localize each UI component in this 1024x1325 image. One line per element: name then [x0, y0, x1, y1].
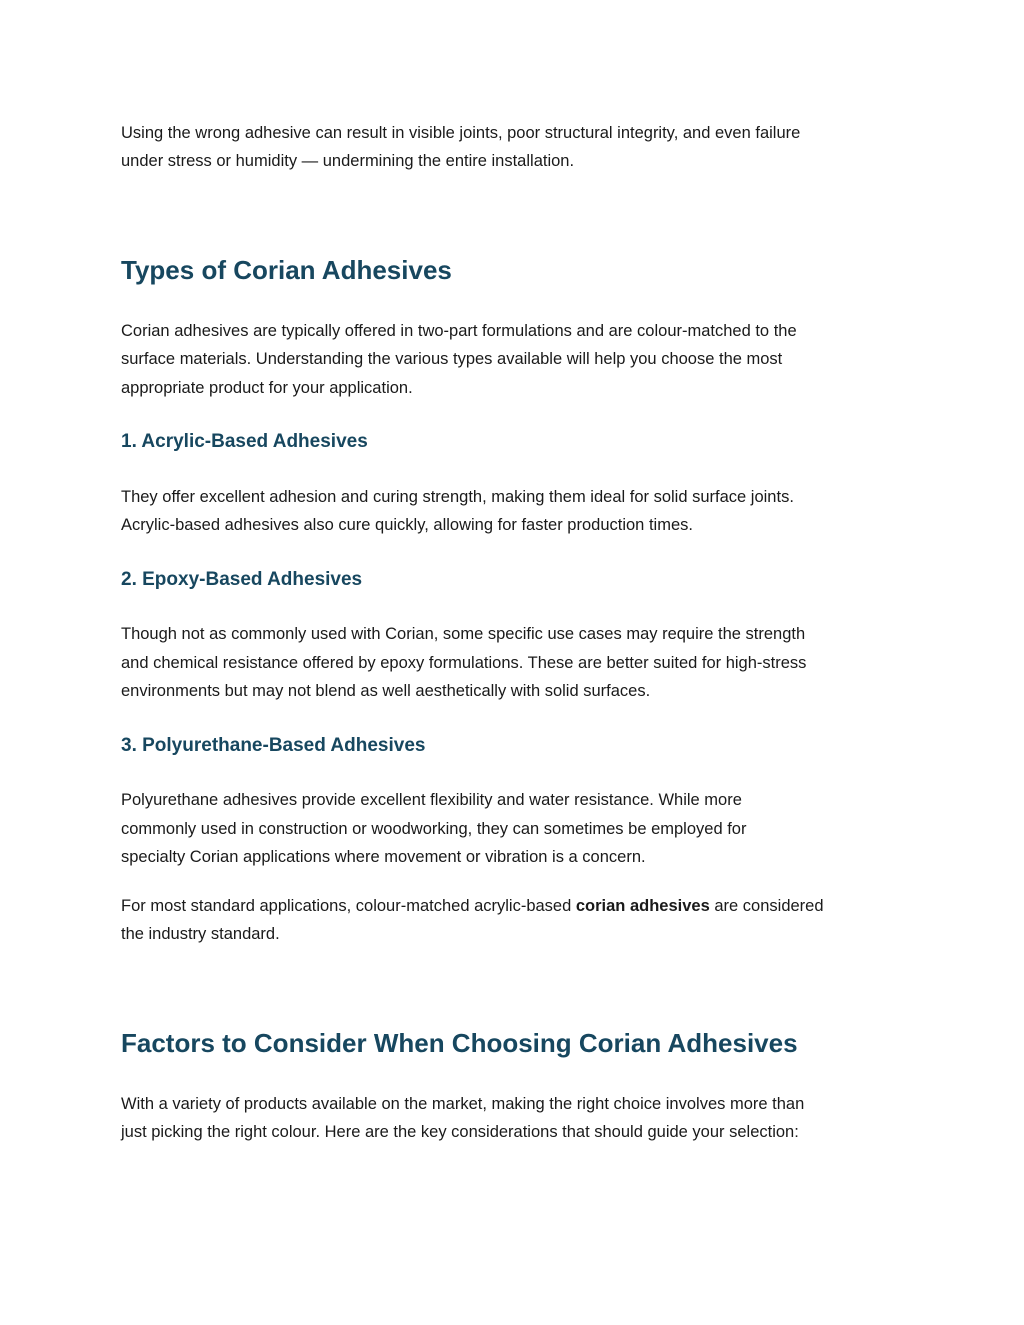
subheading-epoxy: 2. Epoxy-Based Adhesives — [121, 569, 363, 590]
text-line: under stress or humidity — undermining the entire installation. — [121, 152, 575, 170]
subheading-acrylic: 1. Acrylic-Based Adhesives — [121, 431, 368, 452]
text-line: Acrylic-based adhesives also cure quickly, allowing for faster production times. — [121, 516, 693, 534]
text-line — [121, 892, 824, 920]
text-line: and chemical resistance offered by epoxy formulations. These are better suited for high-stress — [121, 654, 807, 672]
subheading-polyurethane: 3. Polyurethane-Based Adhesives — [121, 735, 426, 756]
section-heading-types: Types of Corian Adhesives — [121, 255, 452, 285]
text-line: Using the wrong adhesive can result in visible joints, poor structural integrity, and even failure — [121, 124, 801, 142]
section-heading-factors: Factors to Consider When Choosing Corian Adhesives — [121, 1028, 798, 1058]
text-line: Though not as commonly used with Corian, some specific use cases may require the strength — [121, 625, 806, 643]
text-line: the industry standard. — [121, 925, 280, 943]
text-line: commonly used in construction or woodworking, they can sometimes be employed for — [121, 820, 747, 838]
text-line: appropriate product for your application. — [121, 379, 413, 397]
text-line: Polyurethane adhesives provide excellent flexibility and water resistance. While more — [121, 791, 742, 809]
text-line: surface materials. Understanding the various types available will help you choose the most — [121, 350, 783, 368]
text-line: They offer excellent adhesion and curing strength, making them ideal for solid surface joints. — [121, 488, 794, 506]
text-line: specialty Corian applications where movement or vibration is a concern. — [121, 848, 646, 866]
text-segment: are considered — [709, 897, 824, 915]
text-line: environments but may not blend as well aesthetically with solid surfaces. — [121, 682, 651, 700]
bold-keyword: corian adhesives — [575, 897, 710, 915]
text-line: Corian adhesives are typically offered in two-part formulations and are colour-matched to the — [121, 322, 797, 340]
text-segment: For most standard applications, colour-matched acrylic-based — [121, 897, 576, 915]
text-line: With a variety of products available on the market, making the right choice involves more than — [121, 1095, 805, 1113]
text-line: just picking the right colour. Here are the key considerations that should guide your selection: — [121, 1123, 799, 1141]
